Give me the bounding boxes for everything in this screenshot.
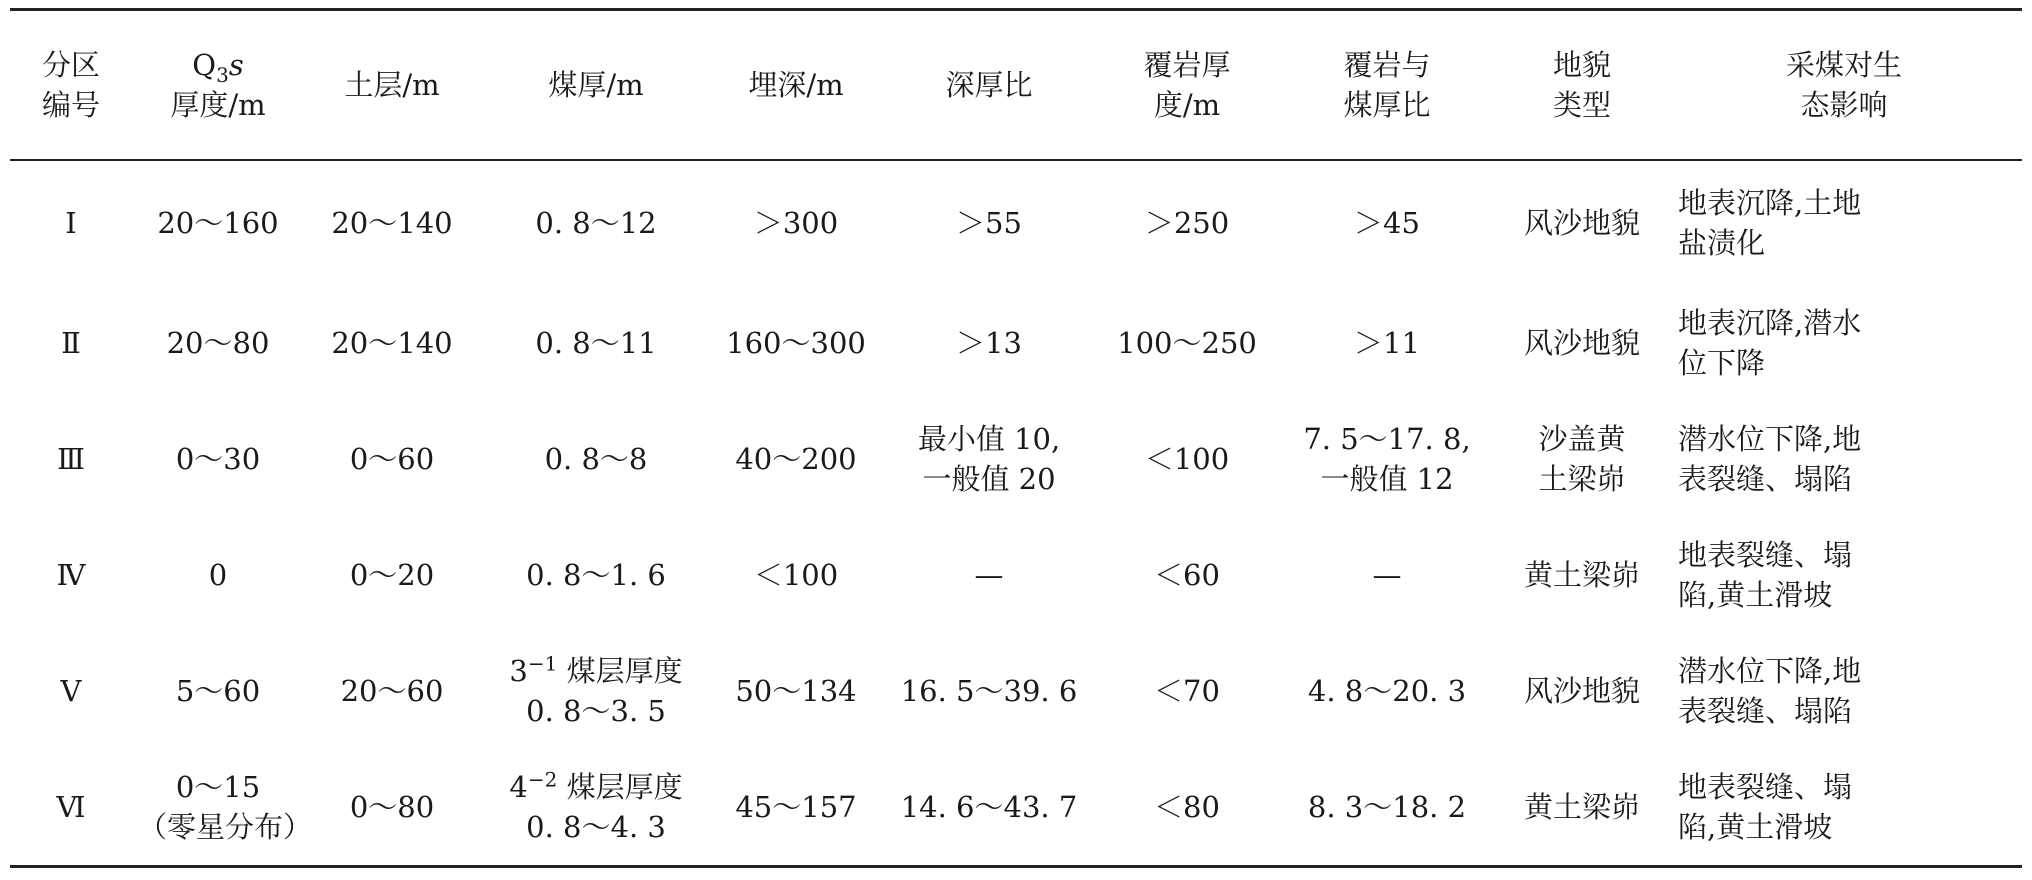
cell-line: 0 xyxy=(208,558,228,592)
header-line: 煤厚比 xyxy=(1343,88,1431,122)
table-row xyxy=(10,401,2022,517)
cell-mining-ecological-impact xyxy=(1666,749,2022,867)
cell-line: 20～140 xyxy=(331,326,453,360)
cell-soil-layer xyxy=(304,160,480,285)
cell-soil-layer xyxy=(304,285,480,401)
header-line: 分区 xyxy=(41,48,100,82)
header-overburden-coal-ratio xyxy=(1276,10,1498,161)
table-row xyxy=(10,285,2022,401)
table-body xyxy=(10,160,2022,867)
cell-q3s-thickness xyxy=(132,401,304,517)
zone-numeral: Ⅱ xyxy=(61,326,81,360)
cell-coal-thickness xyxy=(480,633,712,749)
cell-depth-thickness-ratio xyxy=(880,285,1098,401)
cell-line: 黄土梁峁 xyxy=(1523,790,1640,824)
cell-q3s-thickness xyxy=(132,633,304,749)
cell-burial-depth xyxy=(712,633,880,749)
cell-line: 地表沉降,土地 xyxy=(1678,186,1862,220)
header-line: 覆岩与 xyxy=(1343,48,1431,82)
cell-coal-thickness xyxy=(480,749,712,867)
cell-q3s-thickness xyxy=(132,749,313,867)
cell-line: 沙盖黄 xyxy=(1538,422,1626,456)
cell-coal-thickness xyxy=(480,160,712,285)
cell-mining-ecological-impact xyxy=(1666,160,2022,285)
cell-line: ＞55 xyxy=(956,206,1022,240)
header-mining-ecological-impact xyxy=(1666,10,2022,161)
q3s-base: Q xyxy=(192,48,217,82)
cell-overburden-thickness xyxy=(1098,285,1276,401)
cell-line: 0. 8～1. 6 xyxy=(526,558,666,592)
cell-zone-number xyxy=(10,517,132,633)
cell-line: 位下降 xyxy=(1678,346,1766,380)
cell-line: 0～30 xyxy=(175,442,261,476)
cell-burial-depth xyxy=(712,517,880,633)
ecological-zoning-table xyxy=(10,8,2022,868)
zone-numeral: Ⅴ xyxy=(60,674,82,708)
cell-line: 陷,黄土滑坡 xyxy=(1678,810,1833,844)
cell-coal-thickness xyxy=(480,285,712,401)
cell-line: 0. 8～12 xyxy=(535,206,657,240)
table-header xyxy=(10,10,2022,161)
cell-mining-ecological-impact xyxy=(1666,285,2022,401)
cell-line: ＞250 xyxy=(1144,206,1230,240)
coal-seam-number: 4 xyxy=(509,770,528,804)
cell-line: 0. 8～8 xyxy=(544,442,648,476)
cell-landform-type xyxy=(1498,749,1666,867)
cell-line: 8. 3～18. 2 xyxy=(1307,790,1467,824)
coal-seam-range: 0. 8～4. 3 xyxy=(526,810,666,844)
table-row xyxy=(10,517,2022,633)
cell-line: ＜100 xyxy=(1144,442,1230,476)
cell-mining-ecological-impact xyxy=(1666,633,2022,749)
cell-mining-ecological-impact xyxy=(1666,401,2022,517)
cell-line: 风沙地貌 xyxy=(1523,674,1640,708)
zone-numeral: Ⅲ xyxy=(57,442,85,476)
cell-line: 盐渍化 xyxy=(1678,226,1766,260)
header-coal-thickness xyxy=(480,10,712,161)
cell-line: 0. 8～11 xyxy=(535,326,657,360)
cell-line: ＞45 xyxy=(1354,206,1420,240)
coal-seam-number: 3 xyxy=(509,654,528,688)
cell-zone-number xyxy=(10,160,132,285)
coal-seam-sup: −2 xyxy=(527,767,558,792)
cell-line: 0～60 xyxy=(349,442,435,476)
cell-line: 45～157 xyxy=(735,790,857,824)
cell-overburden-coal-ratio xyxy=(1276,160,1498,285)
coal-seam-label xyxy=(486,767,706,807)
header-line: 度/m xyxy=(1153,88,1221,122)
coal-seam-sup: −1 xyxy=(527,651,558,676)
cell-line: 4. 8～20. 3 xyxy=(1307,674,1467,708)
cell-line: 20～160 xyxy=(157,206,279,240)
cell-depth-thickness-ratio xyxy=(880,401,1098,517)
cell-coal-thickness xyxy=(480,401,712,517)
zone-numeral: Ⅳ xyxy=(56,558,86,592)
cell-line: ＞300 xyxy=(753,206,839,240)
header-line: 深厚比 xyxy=(945,68,1033,102)
cell-line: ＜70 xyxy=(1154,674,1220,708)
cell-burial-depth xyxy=(712,401,880,517)
cell-line: 潜水位下降,地 xyxy=(1678,654,1862,688)
cell-line: — xyxy=(1372,558,1402,592)
cell-overburden-thickness xyxy=(1098,633,1276,749)
cell-line: 黄土梁峁 xyxy=(1523,558,1640,592)
cell-overburden-thickness xyxy=(1098,401,1276,517)
header-soil-layer xyxy=(304,10,480,161)
cell-line: 一般值 12 xyxy=(1320,462,1454,496)
cell-line: ＞13 xyxy=(956,326,1022,360)
cell-line: 表裂缝、塌陷 xyxy=(1678,462,1853,496)
cell-landform-type xyxy=(1498,517,1666,633)
cell-mining-ecological-impact xyxy=(1666,517,2022,633)
cell-line: 一般值 20 xyxy=(922,462,1056,496)
header-depth-thickness-ratio xyxy=(880,10,1098,161)
cell-line: 风沙地貌 xyxy=(1523,326,1640,360)
cell-line: 160～300 xyxy=(726,326,866,360)
cell-depth-thickness-ratio xyxy=(880,633,1098,749)
header-line: 煤厚/m xyxy=(548,68,644,102)
cell-line: 20～140 xyxy=(331,206,453,240)
cell-landform-type xyxy=(1498,401,1666,517)
cell-soil-layer xyxy=(304,633,480,749)
cell-line: 潜水位下降,地 xyxy=(1678,422,1862,456)
cell-line: ＞11 xyxy=(1354,326,1420,360)
table-row xyxy=(10,749,2022,867)
header-line: 厚度/m xyxy=(170,88,266,122)
header-line: 类型 xyxy=(1552,88,1611,122)
cell-burial-depth xyxy=(712,749,880,867)
q3s-italic: s xyxy=(228,48,244,82)
coal-seam-text: 煤层厚度 xyxy=(557,770,683,804)
header-line: 土层/m xyxy=(344,68,440,102)
cell-zone-number xyxy=(10,633,132,749)
cell-overburden-coal-ratio xyxy=(1276,517,1498,633)
cell-soil-layer xyxy=(304,749,480,867)
cell-line: 100～250 xyxy=(1117,326,1257,360)
cell-landform-type xyxy=(1498,633,1666,749)
cell-overburden-thickness xyxy=(1098,517,1276,633)
cell-line: 风沙地貌 xyxy=(1523,206,1640,240)
cell-line: ＜100 xyxy=(753,558,839,592)
cell-line: 0～15 xyxy=(175,770,261,804)
header-line: 埋深/m xyxy=(748,68,844,102)
cell-line: ＜80 xyxy=(1154,790,1220,824)
cell-line: 0～80 xyxy=(349,790,435,824)
cell-soil-layer xyxy=(304,401,480,517)
header-line: 态影响 xyxy=(1800,88,1888,122)
coal-seam-label xyxy=(486,651,706,691)
cell-line: 最小值 10, xyxy=(917,422,1061,456)
cell-zone-number xyxy=(10,285,132,401)
cell-line: 20～80 xyxy=(166,326,270,360)
cell-line: 地表裂缝、塌 xyxy=(1678,538,1853,572)
cell-overburden-coal-ratio xyxy=(1276,285,1498,401)
cell-line: 土梁峁 xyxy=(1538,462,1626,496)
cell-overburden-coal-ratio xyxy=(1276,749,1498,867)
cell-depth-thickness-ratio xyxy=(880,517,1098,633)
cell-burial-depth xyxy=(712,285,880,401)
header-zone-number xyxy=(10,10,132,161)
table-row xyxy=(10,633,2022,749)
cell-landform-type xyxy=(1498,285,1666,401)
cell-landform-type xyxy=(1498,160,1666,285)
header-overburden-thickness xyxy=(1098,10,1276,161)
cell-line: （零星分布） xyxy=(138,810,313,844)
cell-line: 地表裂缝、塌 xyxy=(1678,770,1853,804)
cell-overburden-thickness xyxy=(1098,160,1276,285)
cell-zone-number xyxy=(10,749,132,867)
q3s-sub: 3 xyxy=(216,62,229,87)
cell-zone-number xyxy=(10,401,132,517)
header-line: 覆岩厚 xyxy=(1143,48,1231,82)
cell-soil-layer xyxy=(304,517,480,633)
header-burial-depth xyxy=(712,10,880,161)
cell-line: 0～20 xyxy=(349,558,435,592)
cell-line: 14. 6～43. 7 xyxy=(900,790,1078,824)
coal-seam-text: 煤层厚度 xyxy=(557,654,683,688)
cell-depth-thickness-ratio xyxy=(880,749,1098,867)
cell-line: 5～60 xyxy=(175,674,261,708)
cell-line: 陷,黄土滑坡 xyxy=(1678,578,1833,612)
cell-line: 地表沉降,潜水 xyxy=(1678,306,1862,340)
header-line: 编号 xyxy=(41,88,100,122)
cell-line: — xyxy=(974,558,1004,592)
zone-numeral: Ⅰ xyxy=(65,206,77,240)
cell-coal-thickness xyxy=(480,517,712,633)
header-q3s-thickness xyxy=(132,10,304,161)
cell-line: 20～60 xyxy=(340,674,444,708)
header-row xyxy=(10,10,2022,161)
cell-line: ＜60 xyxy=(1154,558,1220,592)
cell-depth-thickness-ratio xyxy=(880,160,1098,285)
cell-overburden-thickness xyxy=(1098,749,1276,867)
cell-burial-depth xyxy=(712,160,880,285)
cell-line: 7. 5～17. 8, xyxy=(1303,422,1471,456)
cell-overburden-coal-ratio xyxy=(1276,633,1498,749)
cell-line: 50～134 xyxy=(735,674,857,708)
cell-line: 表裂缝、塌陷 xyxy=(1678,694,1853,728)
zone-numeral: Ⅵ xyxy=(56,790,86,824)
cell-q3s-thickness xyxy=(132,160,304,285)
cell-q3s-thickness xyxy=(132,285,304,401)
cell-line: 16. 5～39. 6 xyxy=(900,674,1078,708)
header-q3s-label xyxy=(136,45,300,85)
header-landform-type xyxy=(1498,10,1666,161)
coal-seam-range: 0. 8～3. 5 xyxy=(526,694,666,728)
cell-overburden-coal-ratio xyxy=(1276,401,1498,517)
cell-q3s-thickness xyxy=(132,517,304,633)
header-line: 采煤对生 xyxy=(1785,48,1902,82)
table-row xyxy=(10,160,2022,285)
header-line: 地貌 xyxy=(1552,48,1611,82)
cell-line: 40～200 xyxy=(735,442,857,476)
